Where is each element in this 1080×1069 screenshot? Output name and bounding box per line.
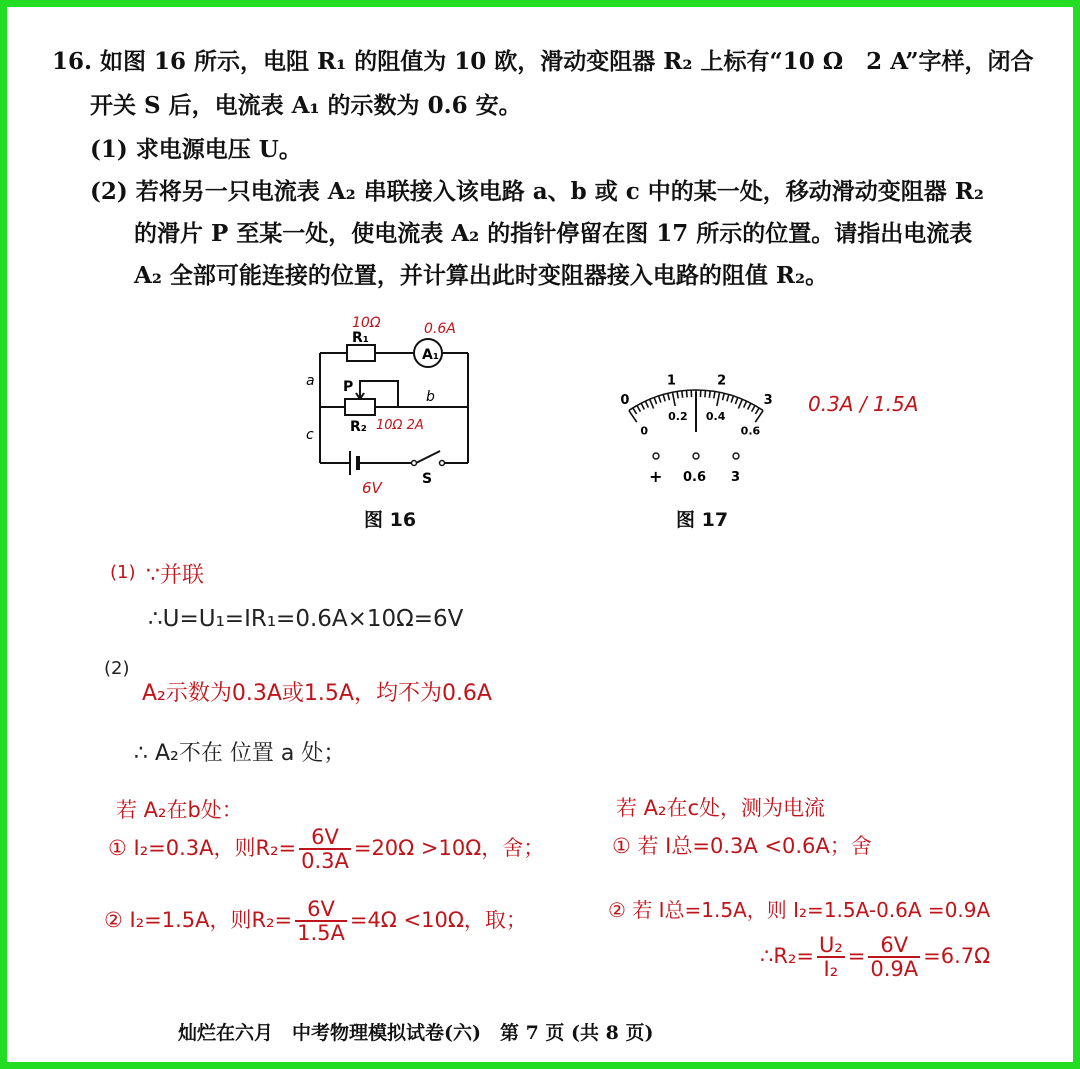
resistor-r2 — [345, 399, 375, 415]
figure-16-caption: 图 16 — [364, 509, 417, 531]
slider-p-label: P — [343, 379, 354, 395]
answer-1-equation: ∴U=U₁=IR₁=0.6A×10Ω=6V — [148, 606, 464, 632]
dial-note: 0.3A / 1.5A — [808, 392, 919, 416]
dial-tick — [738, 399, 742, 408]
dial-tick — [748, 403, 751, 409]
dial-tick — [723, 393, 725, 400]
dial-tick — [659, 396, 661, 403]
case-b-1: ① I₂=0.3A，则R₂= $\frac{6V}{0.3A}$ =20Ω >10Ω，舍； — [108, 825, 545, 874]
dial-tick — [731, 396, 733, 403]
note-a1: 0.6A — [424, 321, 456, 337]
question-part-2-line-2: 的滑片 P 至某一处，使电流表 A₂ 的指针停留在图 17 所示的位置。请指出电流表 — [134, 220, 973, 247]
dial-tick — [663, 395, 665, 402]
answer-2-line-2: ∴ A₂不在 位置 a 处； — [134, 741, 346, 766]
question-line-1: 16. 如图 16 所示，电阻 R₁ 的阻值为 10 欧，滑动变阻器 R₂ 上标有“10 Ω 2 A”字样，闭合 — [52, 48, 1034, 75]
dial-tick — [650, 399, 654, 408]
dial-tick — [654, 398, 656, 405]
dial-tick — [668, 393, 670, 400]
dial-tick — [735, 398, 737, 405]
answer-2-line-1: A₂示数为0.3A或1.5A，均不为0.6A — [142, 681, 492, 706]
case-b-2: ② I₂=1.5A，则R₂= $\frac{6V}{1.5A}$ =4Ω <10Ω，取； — [104, 897, 527, 946]
dial-tick — [709, 391, 710, 398]
dial-tick — [705, 390, 706, 397]
resistor-r1 — [347, 345, 375, 361]
dial-tick — [714, 391, 715, 398]
question-part-2-line-3: A₂ 全部可能连接的位置，并计算出此时变阻器接入电路的阻值 R₂。 — [134, 262, 829, 289]
question-part-2-line-1: (2) 若将另一只电流表 A₂ 串联接入该电路 a、b 或 c 中的某一处，移动滑动变阻器 R₂ — [90, 178, 984, 205]
dial-bottom-0.2: 0.2 — [668, 409, 688, 423]
point-a-label: a — [306, 373, 315, 389]
dial-bottom-0.6: 0.6 — [740, 424, 761, 438]
point-b-label: b — [426, 389, 435, 405]
switch-s-label: S — [422, 471, 433, 487]
ammeter-a1-label: A₁ — [422, 347, 439, 363]
dial-bottom-0: 0 — [640, 424, 648, 438]
case-c-1: ① 若 I总=0.3A <0.6A；舍 — [612, 834, 872, 858]
figure-17-caption: 图 17 — [676, 509, 729, 531]
dial-tick — [755, 408, 759, 414]
dial-tick — [682, 391, 683, 398]
case-c-2: ② 若 I总=1.5A，则 I₂=1.5A-0.6A =0.9A — [608, 898, 991, 922]
dial-tick — [752, 406, 755, 412]
dial-top-2: 2 — [717, 373, 727, 389]
note-r1: 10Ω — [352, 315, 381, 331]
dial-bottom-0.4: 0.4 — [705, 409, 726, 423]
note-battery: 6V — [362, 479, 382, 497]
case-c-heading: 若 A₂在c处，测为电流 — [616, 796, 826, 820]
dial-tick — [672, 392, 675, 406]
note-r2: 10Ω 2A — [376, 418, 424, 433]
terminal-0.6: 0.6 — [683, 470, 707, 485]
case-c-3: ∴R₂= $\frac{\text{U₂}}{\text{I₂}}$ = $\frac{6V}{0.9A}$ =6.7Ω — [760, 933, 991, 982]
terminal-plus: + — [649, 467, 663, 486]
dial-tick — [744, 401, 747, 407]
answer-2-label: (2) — [104, 658, 130, 679]
dial-tick — [677, 391, 678, 398]
dial-top-1: 1 — [666, 373, 676, 389]
r2-label: R₂ — [350, 419, 367, 435]
answer-1-label: (1) — [110, 562, 136, 583]
ammeter-dial — [585, 360, 815, 490]
circuit-diagram — [290, 305, 490, 505]
point-c-label: c — [306, 427, 314, 443]
dial-tick — [633, 408, 637, 414]
dial-tick — [637, 406, 640, 412]
dial-tick — [687, 390, 688, 397]
dial-tick — [645, 401, 648, 407]
r1-label: R₁ — [352, 330, 369, 346]
dial-tick — [717, 392, 720, 406]
case-b-heading: 若 A₂在b处： — [116, 798, 243, 822]
dial-top-0: 0 — [620, 392, 630, 408]
question-part-1: (1) 求电源电压 U。 — [90, 136, 302, 163]
dial-top-3: 3 — [763, 392, 773, 408]
terminal-3: 3 — [731, 470, 741, 485]
page-footer: 灿烂在六月 中考物理模拟试卷(六) 第 7 页 (共 8 页) — [178, 1022, 654, 1044]
dial-tick — [641, 403, 644, 409]
dial-tick — [727, 395, 729, 402]
question-line-2: 开关 S 后，电流表 A₁ 的示数为 0.6 安。 — [90, 92, 522, 119]
answer-1-text: ∵并联 — [146, 563, 204, 588]
